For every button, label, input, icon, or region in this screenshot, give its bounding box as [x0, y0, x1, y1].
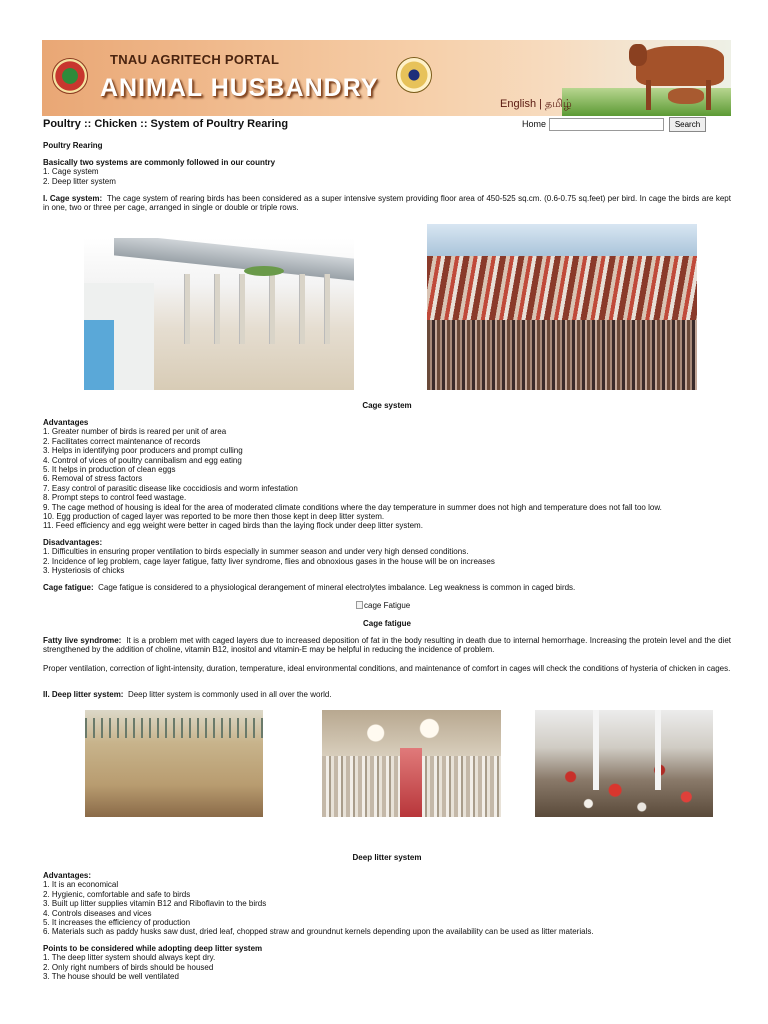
fatty-liver-text: It is a problem met with caged layers due to increased deposition of fat in the body resulting in death due to internal hemorrhage. Increasing the protein level and the diet strengthened by the addition of choline, vitamin B12, inositol and vitamin-E may be helpful in reducing the incidence of problem. [43, 636, 731, 655]
image-alt-text: cage Fatigue [364, 601, 411, 610]
fatty-liver-label: Fatty live syndrome: [43, 636, 122, 645]
deep-litter-paragraph [43, 690, 731, 699]
cow-leg [646, 80, 651, 110]
list-item: 1. It is an economical [43, 880, 119, 890]
feeder-graphic [400, 748, 422, 817]
list-item: 1. Greater number of birds is reared per unit of area [43, 427, 227, 437]
points-list [43, 953, 731, 981]
advantages-heading: Advantages [43, 418, 89, 427]
pillar [324, 274, 330, 344]
cage-interior-photo [427, 224, 697, 390]
systems-list [43, 167, 731, 186]
cage-fatigue-text: Cage fatigue is considered to a physiological derangement of mineral electrolytes imbalance. Leg weakness is common in caged birds. [98, 583, 576, 592]
list-item: 9. The cage method of housing is ideal for the area of moderated climate conditions where the day temperature in summer does not high and temperature does not fall too low. [43, 502, 662, 512]
lang-english-link[interactable]: English [500, 98, 537, 110]
cage-fatigue-caption: Cage fatigue [362, 619, 411, 628]
list-item: 4. Control of vices of poultry cannibalism and egg eating [43, 455, 242, 465]
deep-litter-photo-3 [535, 710, 713, 817]
list-item: 7. Easy control of parasitic disease like coccidiosis and worm infestation [43, 483, 298, 493]
cage-system-label: I. Cage system: [43, 194, 103, 203]
list-item: 5. It helps in production of clean eggs [43, 465, 176, 475]
pillar [214, 274, 220, 344]
list-item: 1. The deep litter system should always kept dry. [43, 953, 216, 963]
language-switcher [500, 98, 572, 110]
list-item: 6. Removal of stress factors [43, 474, 143, 484]
deep-litter-caption: Deep litter system [352, 853, 422, 862]
list-item: 3. Helps in identifying poor producers and prompt culling [43, 446, 243, 456]
section-heading: Poultry Rearing [43, 141, 103, 150]
door-graphic [84, 320, 114, 390]
fence-graphic [85, 718, 263, 738]
deep-litter-text: Deep litter system is commonly used in all over the world. [127, 690, 332, 699]
search-button[interactable]: Search [669, 117, 706, 132]
tamilnadu-emblem-icon [396, 57, 432, 93]
ceiling-graphic [427, 224, 697, 256]
list-item: 2. Incidence of leg problem, cage layer fatigue, fatty liver syndrome, flies and obnoxious gases in the house will be on increases [43, 556, 495, 566]
cage-fatigue-paragraph [43, 583, 731, 592]
pillar [184, 274, 190, 344]
cow-head-image [629, 44, 647, 66]
list-item: 3. The house should be well ventilated [43, 972, 179, 982]
list-item: 4. Controls diseases and vices [43, 908, 152, 918]
systems-intro: Basically two systems are commonly followed in our country [43, 158, 276, 167]
home-link[interactable]: Home [522, 119, 547, 129]
pillar [269, 274, 275, 344]
pillar [299, 274, 305, 344]
deep-litter-label: II. Deep litter system: [43, 690, 124, 699]
tnau-logo-icon[interactable] [52, 58, 88, 94]
tree-graphic [244, 266, 284, 276]
pillar [239, 274, 245, 344]
list-item: 3. Built up litter supplies vitamin B12 and Riboflavin to the birds [43, 899, 267, 909]
cage-disadvantages-list [43, 547, 731, 575]
cage-system-text: The cage system of rearing birds has been considered as a super intensive system providing floor area of 450-525 sq.cm. (0.6-0.75 sq.feet) per bird. In cage the birds are kept in one, two or three per cage, arranged in single or double or triple rows. [43, 194, 731, 213]
list-item: 10. Egg production of caged layer was reported to be more then those kept in deep litter system. [43, 512, 385, 522]
list-item: 5. It increases the efficiency of production [43, 918, 191, 928]
cage-rows-graphic [427, 256, 697, 320]
list-item: 2. Only right numbers of birds should be housed [43, 962, 214, 972]
deep-litter-photo-1 [85, 710, 263, 817]
birds-graphic [535, 750, 713, 817]
list-item: 8. Prompt steps to control feed wastage. [43, 493, 187, 503]
cage-fatigue-label: Cage fatigue: [43, 583, 94, 592]
post [593, 710, 599, 790]
list-item: 2. Hygienic, comfortable and safe to birds [43, 889, 191, 899]
cage-system-caption: Cage system [362, 401, 412, 410]
list-item: 3. Hysteriosis of chicks [43, 566, 125, 576]
page-title: Poultry :: Chicken :: System of Poultry Rearing [43, 118, 289, 130]
lang-tamil-link[interactable]: தமிழ் [544, 98, 572, 110]
list-item: 6. Materials such as paddy husks saw dust, dried leaf, chopped straw and groundnut kernels depending upon the availability can be used as litter materials. [43, 927, 594, 937]
list-item: 11. Feed efficiency and egg weight were better in caged birds than the laying flock under deep litter system. [43, 521, 423, 531]
header-banner [42, 40, 731, 116]
deep-litter-photo-2 [322, 710, 501, 817]
cage-shed-photo [84, 238, 354, 390]
portal-name: TNAU AGRITECH PORTAL [110, 52, 280, 67]
list-item: 2. Deep litter system [43, 176, 116, 186]
cage-system-paragraph [43, 194, 731, 213]
lang-separator: | [539, 98, 542, 110]
list-item: 1. Difficulties in ensuring proper ventilation to birds especially in summer season and under very high densed conditions. [43, 547, 469, 557]
deep-advantages-heading: Advantages: [43, 871, 92, 880]
title-bar [42, 117, 731, 133]
broken-image-icon [356, 601, 363, 609]
points-heading: Points to be considered while adopting deep litter system [43, 944, 263, 953]
calf-image [668, 88, 704, 104]
deep-advantages-list [43, 880, 731, 936]
search-input[interactable] [549, 118, 664, 131]
cage-fatigue-image-placeholder [356, 601, 420, 612]
roof-graphic [114, 238, 354, 281]
cow-leg [706, 80, 711, 110]
site-title: ANIMAL HUSBANDRY [100, 74, 379, 102]
list-item: 1. Cage system [43, 167, 99, 177]
ventilation-paragraph: Proper ventilation, correction of light-intensity, duration, temperature, ideal environmental conditions, and maintenance of comfort in cages will check the conditions of hysteria of chicken in cages. [43, 664, 731, 673]
post [655, 710, 661, 790]
list-item: 2. Facilitates correct maintenance of records [43, 436, 201, 446]
disadvantages-heading: Disadvantages: [43, 538, 103, 547]
fatty-liver-paragraph [43, 636, 731, 655]
cage-advantages-list [43, 427, 731, 530]
